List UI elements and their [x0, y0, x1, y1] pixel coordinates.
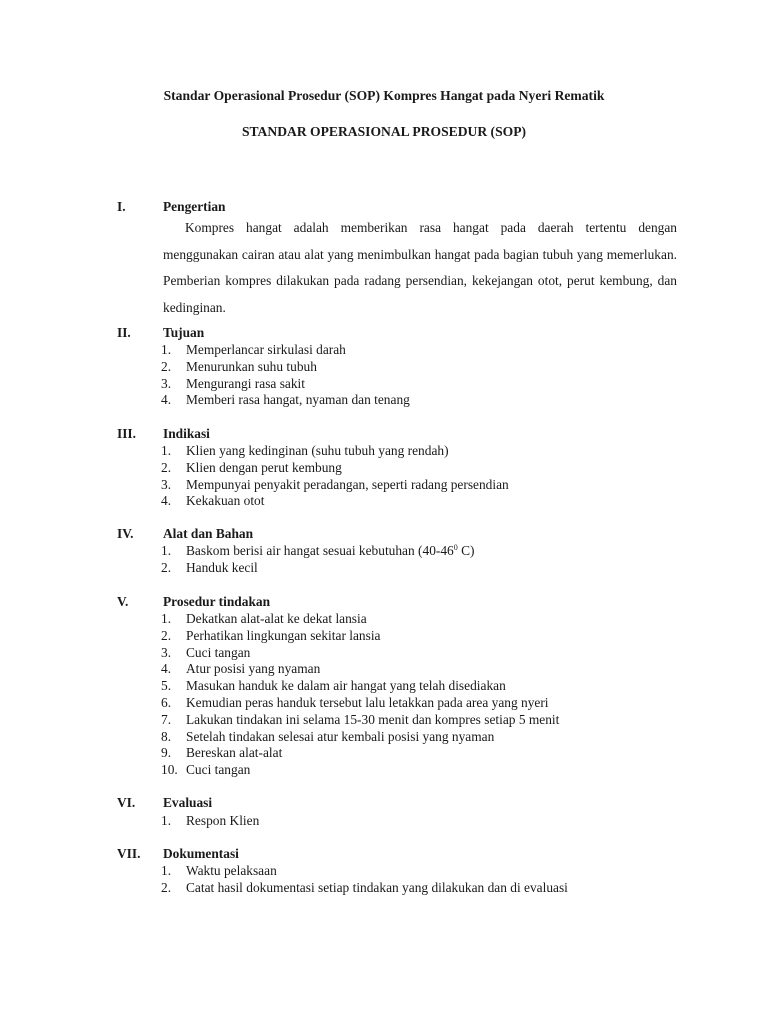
list-item-text: Kekakuan otot	[186, 493, 265, 509]
section-number: V.	[117, 594, 129, 609]
list-item-text: Waktu pelaksaan	[186, 863, 277, 878]
degree-superscript: 0	[453, 543, 458, 552]
section-number: IV.	[117, 526, 134, 541]
list-item: 1. Klien yang kedinginan (suhu tubuh yang rendah)	[161, 443, 449, 458]
section-heading: Prosedur tindakan	[163, 594, 271, 609]
tujuan-list	[161, 342, 410, 409]
list-item: 8. Setelah tindakan selesai atur kembali posisi yang nyaman	[161, 728, 495, 744]
list-item: 2. Menurunkan suhu tubuh	[161, 358, 317, 374]
section-heading: Alat dan Bahan	[163, 526, 254, 541]
list-item: 6. Kemudian peras handuk tersebut lalu letakkan pada area yang nyeri	[161, 694, 549, 710]
list-item: 3. Cuci tangan	[161, 644, 251, 660]
list-item-text: Mempunyai penyakit peradangan, seperti radang persendian	[186, 476, 509, 492]
list-item: 3. Mempunyai penyakit peradangan, seperti radang persendian	[161, 476, 509, 492]
list-item-text: Dekatkan alat-alat ke dekat lansia	[186, 611, 367, 626]
section-number: I.	[117, 199, 126, 214]
list-item-text: Catat hasil dokumentasi setiap tindakan yang dilakukan dan di evaluasi	[186, 879, 568, 895]
list-item: 1. Waktu pelaksaan	[161, 863, 277, 878]
list-item-text: Memperlancar sirkulasi darah	[186, 342, 346, 357]
list-item: 1. Memperlancar sirkulasi darah	[161, 342, 346, 357]
list-item: 1. Respon Klien	[161, 813, 260, 828]
document-title: Standar Operasional Prosedur (SOP) Kompres Hangat pada Nyeri Rematik	[163, 88, 605, 103]
prosedur-list	[161, 611, 559, 779]
list-item-text: Cuci tangan	[186, 762, 251, 778]
list-item: 1. Baskom berisi air hangat sesuai kebutuhan ($40-46^0$ C)	[161, 543, 475, 558]
list-item-text: Masukan handuk ke dalam air hangat yang telah disediakan	[186, 678, 506, 694]
section-number: VI.	[117, 795, 136, 810]
list-item-text: Klien yang kedinginan (suhu tubuh yang rendah)	[186, 443, 449, 458]
section-heading: Indikasi	[163, 426, 210, 441]
section-number: VII.	[117, 846, 141, 861]
section-heading: Tujuan	[163, 325, 205, 340]
section-number: II.	[117, 325, 131, 340]
temperature-unit: C)	[457, 543, 475, 558]
dokumentasi-list	[161, 863, 568, 897]
list-item-text: Setelah tindakan selesai atur kembali posisi yang nyaman	[186, 728, 495, 744]
list-item: 4. Kekakuan otot	[161, 493, 265, 509]
section-heading: Dokumentasi	[163, 846, 239, 861]
list-item-text: Baskom berisi air hangat sesuai kebutuhan (40-46	[186, 543, 454, 558]
list-item: 2. Klien dengan perut kembung	[161, 459, 342, 475]
list-item-text: Bereskan alat-alat	[186, 745, 283, 761]
list-item-text: Perhatikan lingkungan sekitar lansia	[186, 627, 381, 643]
indikasi-list	[161, 443, 509, 510]
section-heading: Evaluasi	[163, 795, 213, 810]
list-item-text: Kemudian peras handuk tersebut lalu letakkan pada area yang nyeri	[186, 694, 549, 710]
section-heading: Pengertian	[163, 199, 226, 214]
evaluasi-list	[161, 813, 259, 830]
list-item-text: Atur posisi yang nyaman	[186, 661, 321, 677]
list-item: 1. Dekatkan alat-alat ke dekat lansia	[161, 611, 367, 626]
list-item: 10. Cuci tangan	[161, 762, 251, 778]
alat-list	[161, 543, 475, 577]
list-item: 5. Masukan handuk ke dalam air hangat yang telah disediakan	[161, 678, 506, 694]
list-item: 2. Perhatikan lingkungan sekitar lansia	[161, 627, 381, 643]
definition-paragraph: Kompres hangat adalah memberikan rasa hangat pada daerah tertentu dengan menggunakan cairan atau alat yang menimbulkan hangat pada bagian tubuh yang memerlukan. Pemberian kompres dilakukan pada radang persendian, kekejangan otot, perut kembung, dan kedinginan.	[163, 220, 677, 315]
list-item: 4. Memberi rasa hangat, nyaman dan tenang	[161, 392, 410, 408]
list-item: 3. Mengurangi rasa sakit	[161, 375, 305, 391]
list-item-text: Handuk kecil	[186, 559, 258, 575]
list-item-text: Mengurangi rasa sakit	[186, 375, 305, 391]
list-item-text: Menurunkan suhu tubuh	[186, 358, 317, 374]
list-item-text: Lakukan tindakan ini selama 15-30 menit dan kompres setiap 5 menit	[186, 711, 560, 727]
list-item-text: Klien dengan perut kembung	[186, 459, 342, 475]
document-subtitle: STANDAR OPERASIONAL PROSEDUR (SOP)	[241, 124, 527, 139]
list-item: 2. Catat hasil dokumentasi setiap tindakan yang dilakukan dan di evaluasi	[161, 879, 568, 895]
list-item-text: Cuci tangan	[186, 644, 251, 660]
list-item: 2. Handuk kecil	[161, 559, 258, 575]
list-item: 4. Atur posisi yang nyaman	[161, 661, 321, 677]
list-item: 9. Bereskan alat-alat	[161, 745, 283, 761]
list-item-text: Memberi rasa hangat, nyaman dan tenang	[186, 392, 410, 408]
list-item: 7. Lakukan tindakan ini selama 15-30 menit dan kompres setiap 5 menit	[161, 711, 560, 727]
section-number: III.	[117, 426, 136, 441]
list-item-text: Respon Klien	[186, 813, 260, 828]
